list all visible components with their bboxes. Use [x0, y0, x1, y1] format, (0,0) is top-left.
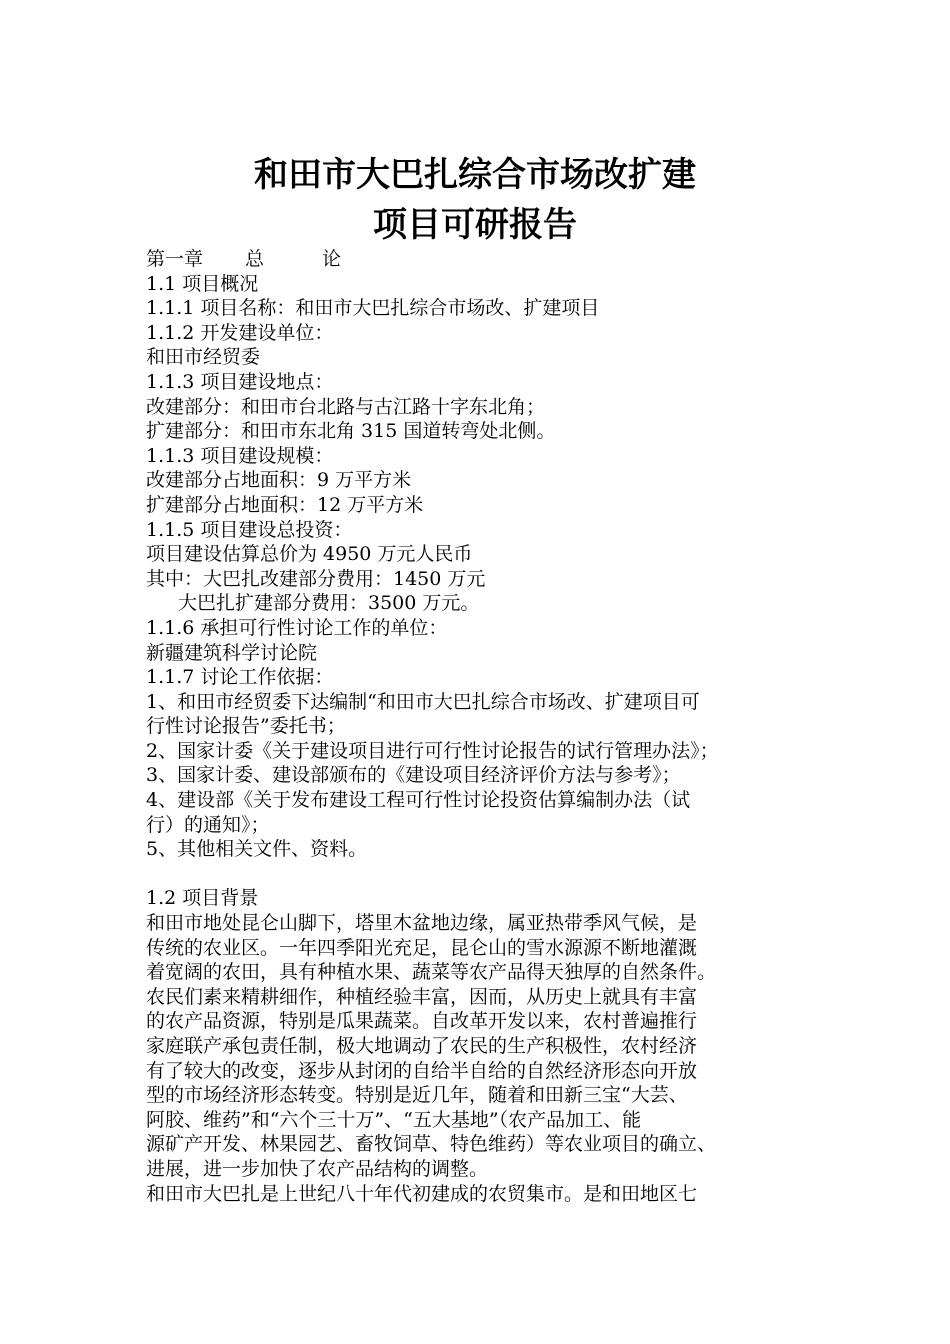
section-heading: 1.1 项目概况 [146, 272, 259, 295]
document-body [146, 247, 836, 1206]
paragraph-line: 行性讨论报告”委托书； [146, 715, 346, 738]
chapter-word-2: 论 [322, 248, 342, 270]
paragraph-line: 扩建部分：和田市东北角 315 国道转弯处北侧。 [146, 420, 556, 443]
document-title-line-1: 和田市大巴扎综合市场改扩建 [254, 155, 696, 195]
paragraph-line: 行）的通知》； [146, 813, 270, 836]
paragraph-line: 扩建部分占地面积：12 万平方米 [146, 493, 424, 516]
paragraph-line: 1.1.3 项目建设地点： [146, 370, 334, 393]
chapter-number: 第一章 [146, 248, 204, 270]
paragraph-line: 1.1.7 讨论工作依据： [146, 666, 334, 689]
chapter-heading [146, 247, 836, 272]
paragraph-line: 1.1.3 项目建设规模： [146, 444, 334, 467]
paragraph-line: 新疆建筑科学讨论院 [146, 641, 318, 664]
paragraph-line: 2、国家计委《关于建设项目进行可行性讨论报告的试行管理办法》； [146, 739, 719, 762]
paragraph-line: 有了较大的改变，逐步从封闭的自给半自给的自然经济形态向开放 [146, 1059, 698, 1082]
paragraph-line: 大巴扎扩建部分费用：3500 万元。 [178, 592, 480, 615]
paragraph-line: 3、国家计委、建设部颁布的《建设项目经济评价方法与参考》； [146, 764, 681, 787]
paragraph-line: 1.1.6 承担可行性讨论工作的单位： [146, 616, 448, 639]
paragraph-line: 改建部分：和田市台北路与古江路十字东北角； [146, 395, 546, 418]
paragraph-line: 着宽阔的农田，具有种植水果、蔬菜等农产品得天独厚的自然条件。 [146, 961, 717, 984]
paragraph-line: 和田市大巴扎是上世纪八十年代初建成的农贸集市。是和田地区七 [146, 1182, 698, 1205]
paragraph-line: 型的市场经济形态转变。特别是近几年，随着和田新三宝“大芸、 [146, 1084, 688, 1107]
paragraph-line: 5、其他相关文件、资料。 [146, 838, 368, 861]
blank-line [146, 862, 836, 887]
paragraph-line: 4、建设部《关于发布建设工程可行性讨论投资估算编制办法（试 [146, 789, 691, 812]
document-title-line-2: 项目可研报告 [373, 205, 577, 245]
paragraph-line: 1.1.1 项目名称：和田市大巴扎综合市场改、扩建项目 [146, 297, 600, 320]
paragraph-line: 的农产品资源，特别是瓜果蔬菜。自改革开发以来，农村普遍推行 [146, 1010, 698, 1033]
paragraph-line: 传统的农业区。一年四季阳光充足，昆仑山的雪水源源不断地灌溉 [146, 936, 698, 959]
paragraph-line: 1.1.2 开发建设单位： [146, 321, 334, 344]
paragraph-line: 阿胶、维药”和“六个三十万”、“五大基地”（农产品加工、能 [146, 1108, 642, 1131]
section-heading: 1.2 项目背景 [146, 887, 259, 910]
paragraph-line: 家庭联产承包责任制，极大地调动了农民的生产积极性，农村经济 [146, 1035, 698, 1057]
paragraph-line: 源矿产开发、林果园艺、畜牧饲草、特色维药）等农业项目的确立、 [146, 1133, 717, 1156]
paragraph-line: 和田市经贸委 [146, 346, 261, 369]
paragraph-line: 农民们素来精耕细作，种植经验丰富，因而，从历史上就具有丰富 [146, 985, 698, 1008]
paragraph-line: 和田市地处昆仑山脚下，塔里木盆地边缘，属亚热带季风气候，是 [146, 912, 698, 935]
paragraph-line: 项目建设估算总价为 4950 万元人民币 [146, 543, 473, 566]
paragraph-line: 1.1.5 项目建设总投资： [146, 518, 353, 541]
chapter-word-1: 总 [245, 248, 265, 270]
paragraph-line: 1、和田市经贸委下达编制“和田市大巴扎综合市场改、扩建项目可 [146, 690, 700, 713]
paragraph-line: 改建部分占地面积：9 万平方米 [146, 469, 412, 492]
paragraph-line: 进展，进一步加快了农产品结构的调整。 [146, 1157, 489, 1180]
paragraph-line: 其中：大巴扎改建部分费用：1450 万元 [146, 567, 486, 590]
